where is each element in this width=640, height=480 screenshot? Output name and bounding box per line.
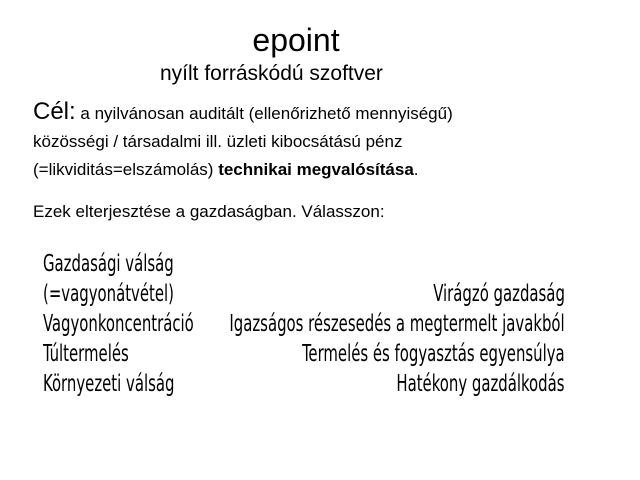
goal-line-1 [33, 98, 593, 128]
good-outcome-prosperity: Virágzó gazdaság [433, 281, 565, 307]
choice-row [43, 339, 565, 369]
bad-outcome-environment: Környezeti válság [43, 371, 175, 397]
goal-line-3 [33, 156, 593, 184]
choice-comparison [43, 249, 565, 399]
choice-row [43, 369, 565, 399]
choice-row [43, 309, 565, 339]
bad-outcome-crisis-note: (=vagyonátvétel) [43, 281, 174, 307]
good-outcome-efficiency: Hatékony gazdálkodás [396, 371, 565, 397]
slide-subtitle: nyílt forráskódú szoftver [160, 62, 383, 85]
goal-paragraph [33, 98, 593, 184]
goal-label: Cél: [33, 98, 76, 125]
good-outcome-fair-share: Igazságos részesedés a megtermelt javakból [229, 311, 565, 337]
slide-title: epoint [252, 22, 340, 58]
goal-text-3: (=likviditás=elszámolás) [33, 160, 219, 179]
goal-emphasis: technikai megvalósítása [218, 160, 414, 179]
intro-text: Ezek elterjesztése a gazdaságban. Válasszon: [33, 202, 385, 221]
goal-period: . [413, 160, 419, 179]
goal-line-2: közösségi / társadalmi ill. üzleti kibocsátású pénz [33, 132, 403, 151]
bad-outcome-concentration: Vagyonkoncentráció [43, 311, 194, 337]
bad-outcome-overproduction: Túltermelés [43, 341, 129, 367]
goal-text-1: a nyilvánosan auditált (ellenőrizhető mennyiségű) [75, 104, 453, 123]
bad-outcome-crisis: Gazdasági válság [43, 251, 174, 277]
choice-row [43, 279, 565, 309]
choice-row [43, 249, 565, 279]
good-outcome-balance: Termelés és fogyasztás egyensúlya [302, 341, 565, 367]
